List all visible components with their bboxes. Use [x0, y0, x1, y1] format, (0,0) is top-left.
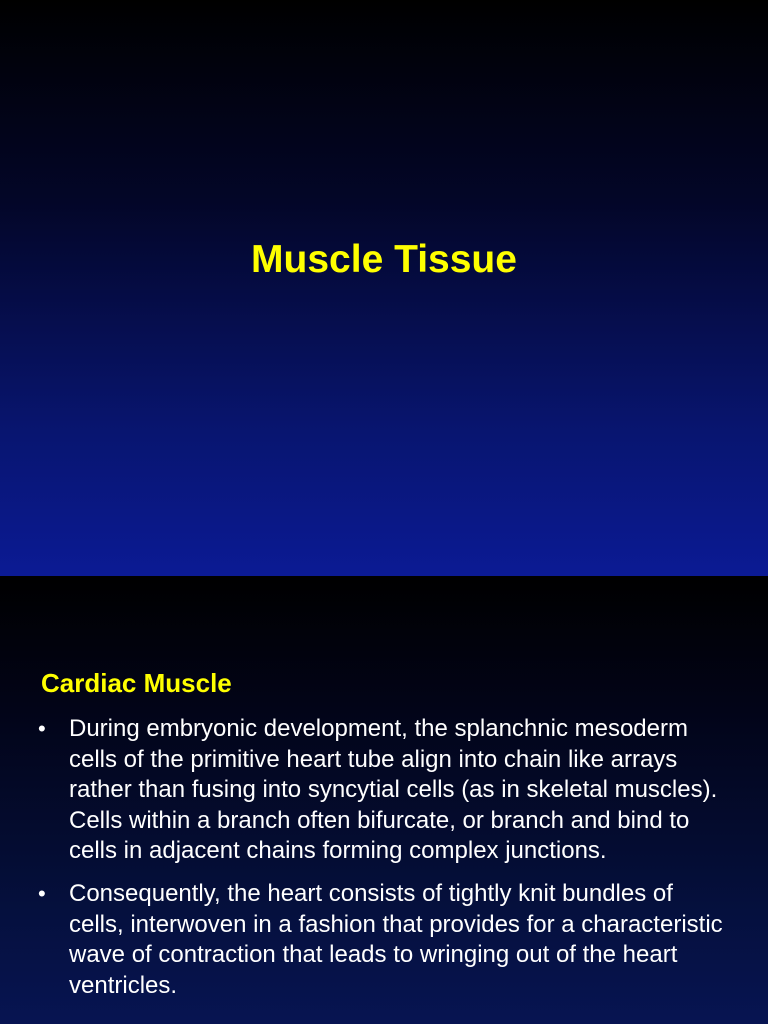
bullet-item: [0, 879, 768, 1001]
bullet-item: [0, 714, 768, 867]
bullet-text: During embryonic development, the splanchnic mesoderm cells of the primitive heart tube align into chain like arrays rather than fusing into syncytial cells (as in skeletal muscles). Cells within a branch often bifurcate, or branch and bind to cells in adjacent chains forming complex junctions.: [69, 715, 718, 865]
slide-title: Muscle Tissue: [251, 238, 517, 281]
bullet-list: [0, 714, 768, 1013]
bullet-text: Consequently, the heart consists of tightly knit bundles of cells, interwoven in a fashion that provides for a characteristic wave of contraction that leads to wringing out of the heart ventricles.: [69, 879, 723, 999]
bullet-icon: •: [38, 716, 46, 741]
section-heading: Cardiac Muscle: [41, 668, 232, 698]
bullet-icon: •: [38, 880, 46, 906]
content-slide: [0, 576, 768, 1024]
